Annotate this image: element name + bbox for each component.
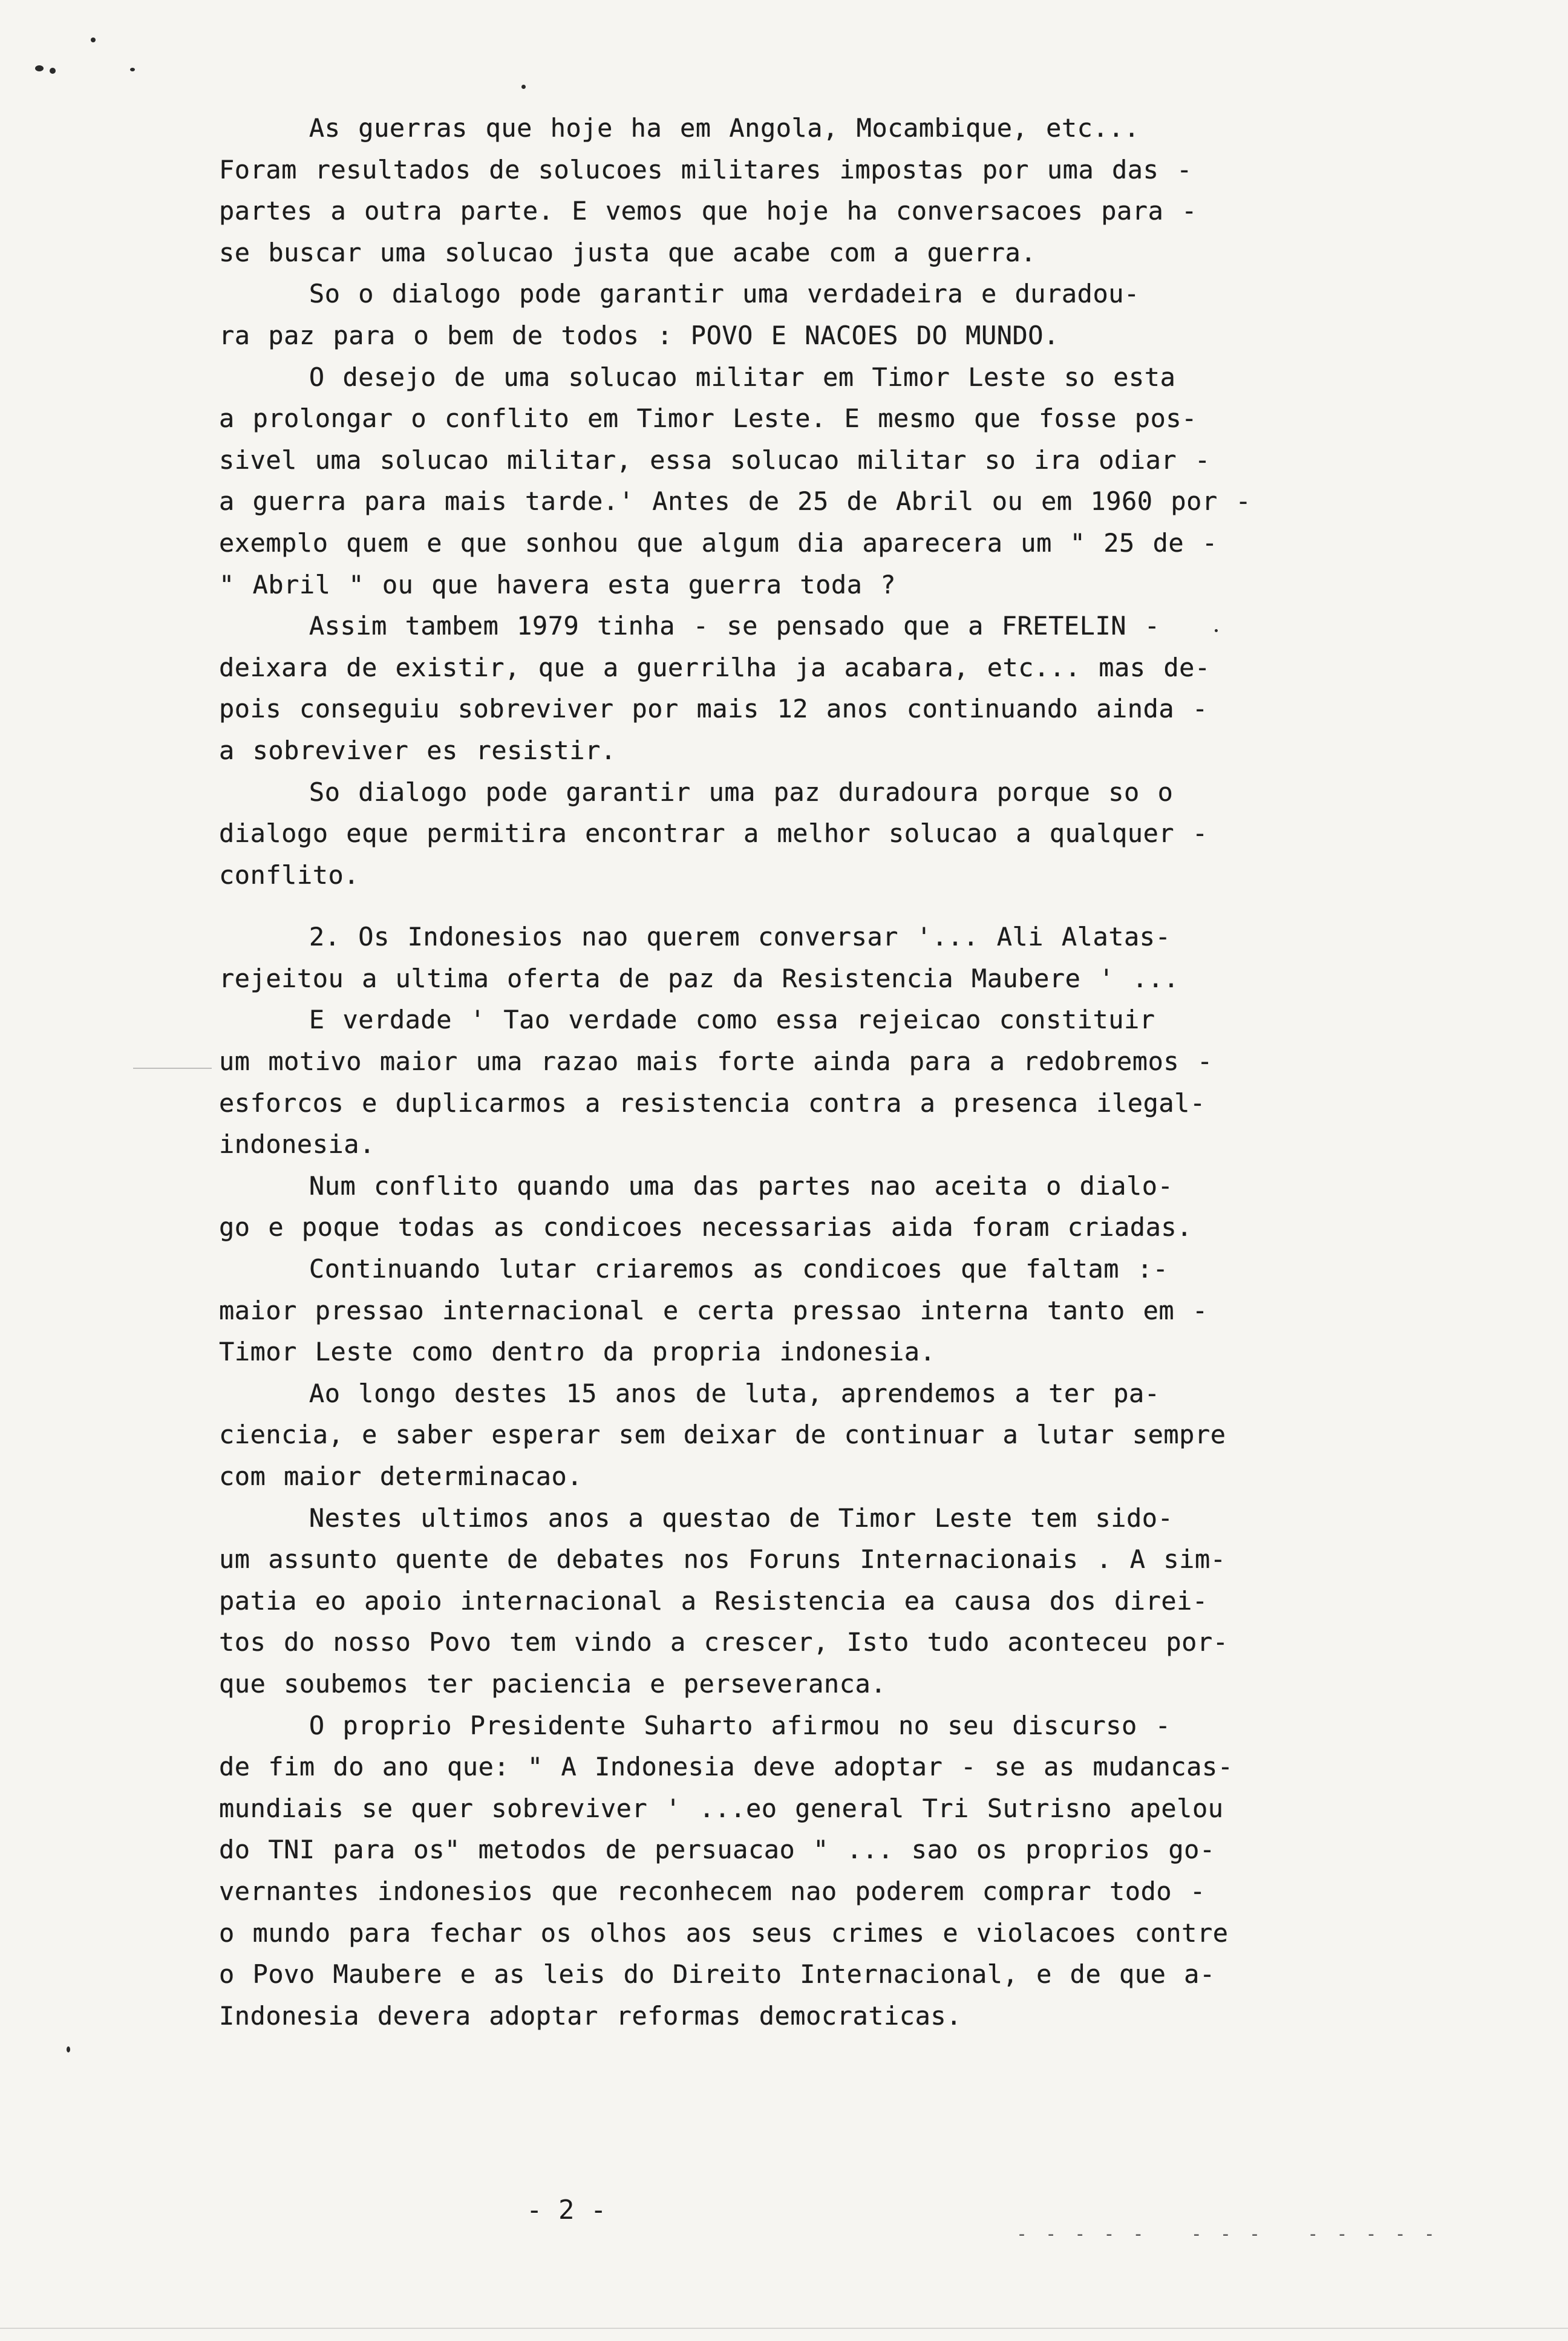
text-line: Indonesia devera adoptar reformas democraticas. bbox=[219, 2000, 962, 2031]
text-line: 2. Os Indonesios nao querem conversar '... Ali Alatas- bbox=[219, 922, 1171, 952]
text-line: ra paz para o bem de todos : POVO E NACOES DO MUNDO. bbox=[219, 320, 1059, 350]
text-line: se buscar uma solucao justa que acabe com a guerra. bbox=[219, 237, 1037, 267]
text-line: As guerras que hoje ha em Angola, Mocambique, etc... bbox=[219, 113, 1140, 143]
text-line: sivel uma solucao militar, essa solucao militar so ira odiar - bbox=[219, 445, 1210, 475]
text-line: ciencia, e saber esperar sem deixar de continuar a lutar sempre bbox=[219, 1420, 1226, 1450]
faint-footer-marks: - - - - - - - - - - - - - bbox=[1016, 2224, 1439, 2245]
text-line: com maior determinacao. bbox=[219, 1461, 583, 1491]
text-line: exemplo quem e que sonhou que algum dia aparecera um " 25 de - bbox=[219, 527, 1218, 558]
text-line: indonesia. bbox=[219, 1129, 375, 1160]
text-line: Ao longo destes 15 anos de luta, aprendemos a ter pa- bbox=[219, 1378, 1160, 1408]
text-line: Foram resultados de solucoes militares impostas por uma das - bbox=[219, 154, 1192, 184]
scan-speck bbox=[130, 68, 135, 71]
text-line: a guerra para mais tarde.' Antes de 25 de Abril ou em 1960 por - bbox=[219, 486, 1252, 517]
text-line: Num conflito quando uma das partes nao aceita o dialo- bbox=[219, 1170, 1174, 1201]
text-line: do TNI para os" metodos de persuacao " ... sao os proprios go- bbox=[219, 1835, 1215, 1865]
text-line: pois conseguiu sobreviver por mais 12 anos continuando ainda - bbox=[219, 694, 1208, 724]
text-line: um assunto quente de debates nos Foruns Internacionais . A sim- bbox=[219, 1544, 1226, 1575]
text-line: Continuando lutar criaremos as condicoes que faltam :- bbox=[219, 1254, 1169, 1284]
text-line: So dialogo pode garantir uma paz duradoura porque so o bbox=[219, 777, 1174, 807]
text-line: rejeitou a ultima oferta de paz da Resistencia Maubere ' ... bbox=[219, 963, 1180, 993]
text-line: a sobreviver es resistir. bbox=[219, 735, 616, 765]
text-line: O desejo de uma solucao militar em Timor Leste so esta bbox=[219, 362, 1176, 392]
scan-artifact-line bbox=[0, 2328, 1568, 2329]
text-line: Timor Leste como dentro da propria indonesia. bbox=[219, 1337, 936, 1367]
scan-speck bbox=[67, 2046, 70, 2052]
text-line: maior pressao internacional e certa pressao interna tanto em - bbox=[219, 1295, 1208, 1325]
text-line: a prolongar o conflito em Timor Leste. E mesmo que fosse pos- bbox=[219, 403, 1197, 434]
text-line: conflito. bbox=[219, 860, 360, 890]
text-line: " Abril " ou que havera esta guerra toda ? bbox=[219, 569, 897, 599]
scan-speck bbox=[91, 38, 96, 42]
text-line: dialogo eque permitira encontrar a melhor solucao a qualquer - bbox=[219, 818, 1208, 849]
text-line: Nestes ultimos anos a questao de Timor Leste tem sido- bbox=[219, 1503, 1174, 1533]
text-line: patia eo apoio internacional a Resistencia ea causa dos direi- bbox=[219, 1585, 1208, 1616]
text-line: esforcos e duplicarmos a resistencia contra a presenca ilegal- bbox=[219, 1088, 1206, 1118]
text-line: de fim do ano que: " A Indonesia deve adoptar - se as mudancas- bbox=[219, 1752, 1233, 1782]
text-line: partes a outra parte. E vemos que hoje ha conversacoes para - bbox=[219, 196, 1197, 226]
text-line: So o dialogo pode garantir uma verdadeira e duradou- bbox=[219, 279, 1140, 309]
text-line: um motivo maior uma razao mais forte ainda para a redobremos - bbox=[219, 1046, 1213, 1077]
text-line: mundiais se quer sobreviver ' ...eo general Tri Sutrisno apelou bbox=[219, 1793, 1224, 1823]
text-line: o mundo para fechar os olhos aos seus crimes e violacoes contre bbox=[219, 1918, 1229, 1948]
text-line: O proprio Presidente Suharto afirmou no seu discurso - bbox=[219, 1710, 1171, 1740]
text-line: go e poque todas as condicoes necessarias aida foram criadas. bbox=[219, 1212, 1192, 1242]
text-line: Assim tambem 1979 tinha - se pensado que a FRETELIN - bbox=[219, 611, 1160, 641]
page-number: - 2 - bbox=[526, 2195, 607, 2225]
text-line: deixara de existir, que a guerrilha ja acabara, etc... mas de- bbox=[219, 652, 1210, 682]
typed-letter-body bbox=[219, 108, 1308, 2037]
text-line: o Povo Maubere e as leis do Direito Internacional, e de que a- bbox=[219, 1959, 1215, 1990]
text-line: E verdade ' Tao verdade como essa rejeicao constituir bbox=[219, 1005, 1155, 1035]
text-line: vernantes indonesios que reconhecem nao poderem comprar todo - bbox=[219, 1876, 1206, 1906]
scan-artifact-line bbox=[133, 1068, 212, 1069]
text-line: tos do nosso Povo tem vindo a crescer, Isto tudo aconteceu por- bbox=[219, 1627, 1229, 1657]
scan-speck bbox=[35, 65, 44, 71]
text-line: que soubemos ter paciencia e perseveranca. bbox=[219, 1668, 887, 1699]
scan-speck bbox=[50, 68, 56, 74]
paragraph-gap bbox=[219, 896, 1308, 916]
scan-speck bbox=[521, 85, 526, 89]
